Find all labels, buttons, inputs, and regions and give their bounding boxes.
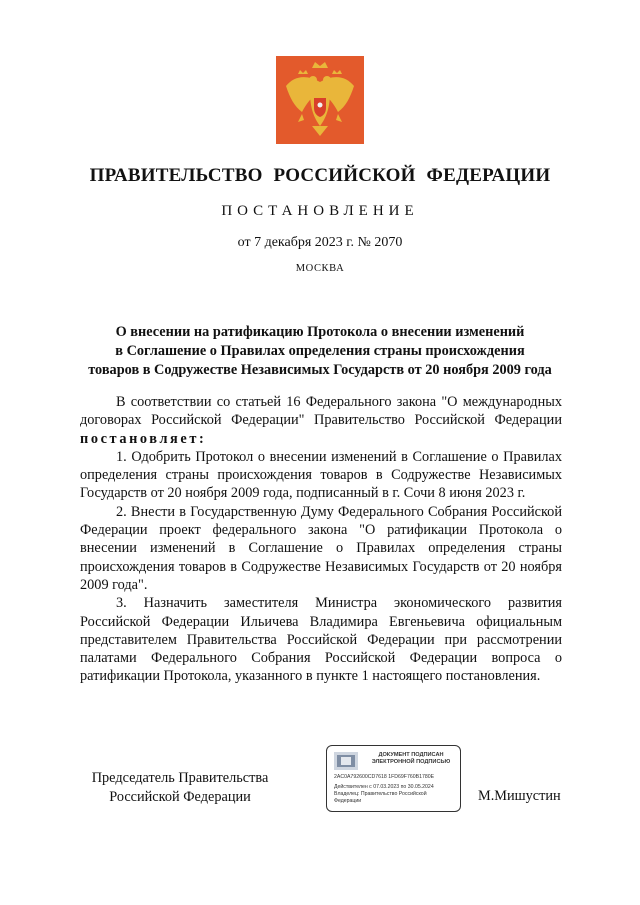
document-city: МОСКВА (295, 263, 345, 274)
stamp-validity: Действителен с 07.03.2023 по 30.05.2024 (334, 784, 434, 790)
decree-item-3: 3. Назначить заместителя Министра экономического развития Российской Федерации Ильичева Владимира Евгеньевича официальным представителем Правительства Российской Федерации при рассмотрении палатами Федерального Собрания Российской Федерации вопроса о ратификации Протокола, указанного в пункте 1 настоящего постановления. (80, 595, 562, 685)
preamble-text: В соответствии со статьей 16 Федерального закона "О международных договорах Российской Федерации" Правительство Российской Федерации (80, 394, 562, 429)
document-subject (70, 323, 570, 380)
coat-of-arms-icon (276, 56, 364, 144)
decree-item-1: 1. Одобрить Протокол о внесении изменений в Соглашение о Правилах определения страны происхождения товаров в Содружестве Независимых Государств от 20 ноября 2009 года, подписанный в г. Сочи 8 июня 2023 г. (80, 448, 562, 502)
stamp-owner: Федерации (334, 798, 362, 804)
document-date-number: от 7 декабря 2023 г. № 2070 (237, 235, 403, 250)
signer-title-line: Российской Федерации (109, 789, 251, 805)
document-type: ПОСТАНОВЛЕНИЕ (221, 203, 419, 219)
subject-line: О внесении на ратификацию Протокола о внесении изменений (115, 324, 525, 340)
decree-item-2: 2. Внести в Государственную Думу Федерального Собрания Российской Федерации проект федерального закона "О ратификации Протокола о внесении изменений в Соглашение о Правилах определения страны происхождения товаров в Содружестве Независимых Государств от 20 ноября 2009 года". (80, 503, 562, 593)
decree-word: постановляет: (80, 430, 207, 447)
emblem-logo-icon (333, 751, 359, 771)
signer-title-line: Председатель Правительства (91, 770, 269, 786)
subject-line: товаров в Содружестве Независимых Государств от 20 ноября 2009 года (88, 362, 552, 378)
signer-name: М.Мишустин (478, 788, 561, 804)
subject-line: в Соглашение о Правилах определения страны происхождения (115, 343, 525, 359)
signer-title (80, 769, 280, 807)
document-body (80, 393, 562, 686)
stamp-owner: Владелец: Правительство Российской (334, 791, 427, 797)
government-title: ПРАВИТЕЛЬСТВО РОССИЙСКОЙ ФЕДЕРАЦИИ (89, 165, 551, 186)
stamp-serial: 2AC0A792600CD7618 1FD69F760B1780E (334, 774, 435, 780)
preamble-paragraph (80, 393, 562, 448)
stamp-heading: ДОКУМЕНТ ПОДПИСАН ЭЛЕКТРОННОЙ ПОДПИСЬЮ (371, 752, 451, 765)
electronic-signature-stamp (326, 745, 461, 812)
